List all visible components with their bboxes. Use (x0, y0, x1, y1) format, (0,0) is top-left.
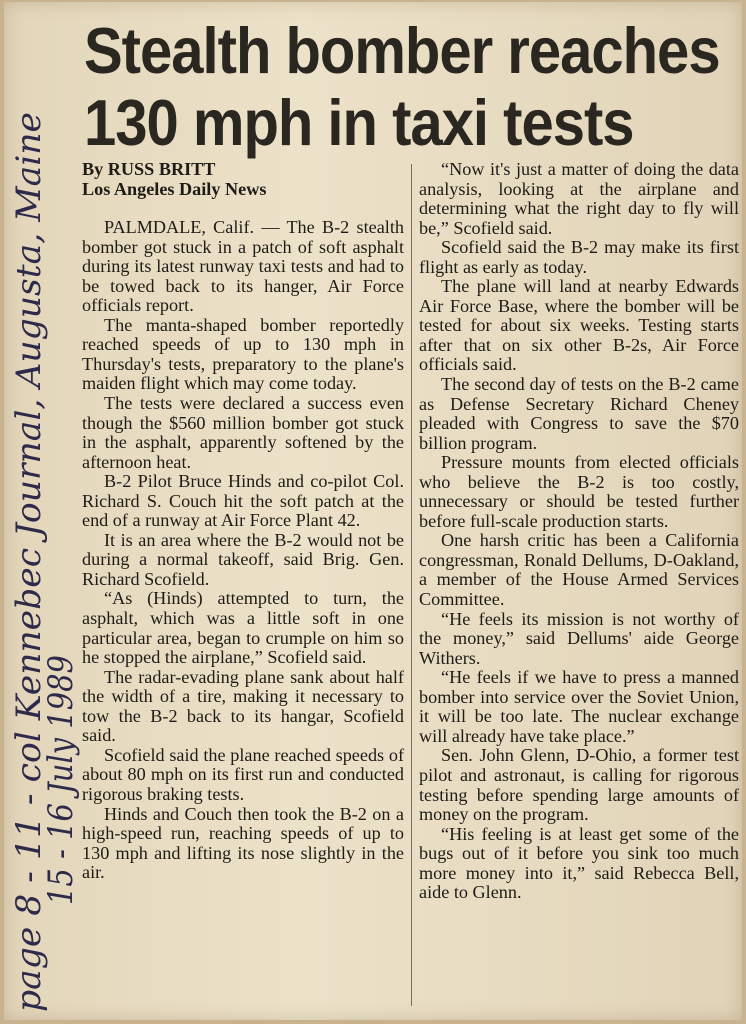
paragraph: “He feels if we have to press a manned bomber into service over the Soviet Union, it will be too late. The nuclear exchange will already have take place.” (419, 667, 739, 746)
paragraph: The tests were declared a success even though the $560 million bomber got stuck in the asphalt, apparently softened by the afternoon heat. (82, 393, 404, 472)
paragraph: “His feeling is at least get some of the bugs out of it before you sink too much more money into it,” said Rebecca Bell, aide to Glenn. (419, 823, 739, 903)
paragraph: It is an area where the B-2 would not be during a normal takeoff, said Brig. Gen. Richard Scofield. (82, 529, 404, 589)
handwritten-date-note: 15 - 16 July 1989 (41, 611, 81, 905)
newspaper-clipping (4, 2, 742, 1020)
paragraph: The radar-evading plane sank about half the width of a tire, making it necessary to tow the B-2 back to its hangar, Scofield said. (82, 666, 404, 746)
paragraph: “He feels its mission is not worthy of the money,” said Dellums' aide George Withers. (419, 608, 739, 668)
byline-source: Los Angeles Daily News (82, 178, 267, 199)
paragraph: Sen. John Glenn, D-Ohio, a former test pilot and astronaut, is calling for rigorous testing before spending large amounts of money on the program. (419, 745, 739, 825)
handwritten-source-note: page 8 - 11 - col Kennebec Journal, Augusta, Maine (9, 126, 49, 1012)
paragraph: One harsh critic has been a California congressman, Ronald Dellums, D-Oakland, a member of the House Armed Services Committee. (419, 530, 739, 610)
paragraph: Hinds and Couch then took the B-2 on a high-speed run, reaching speeds of up to 130 mph and lifting its nose slightly in the air. (82, 803, 404, 883)
paragraph: PALMDALE, Calif. — The B-2 stealth bomber got stuck in a patch of soft asphalt during its latest runway taxi tests and had to be towed back to its hanger, Air Force officials report. (82, 217, 404, 316)
paragraph: Scofield said the B-2 may make its first flight as early as today. (419, 237, 739, 277)
paragraph: The plane will land at nearby Edwards Air Force Base, where the bomber will be tested for about six weeks. Testing starts after that on six other B-2s, Air Force officials said. (419, 276, 739, 375)
article-column-left (82, 160, 404, 883)
column-divider (411, 164, 412, 1006)
paragraph: The second day of tests on the B-2 came as Defense Secretary Richard Cheney pleaded with Congress to save the $70 billion program. (419, 374, 739, 453)
paragraph: The manta-shaped bomber reportedly reached speeds of up to 130 mph in Thursday's tests, preparatory to the plane's maiden flight which may come today. (82, 314, 404, 394)
paragraph: “As (Hinds) attempted to turn, the asphalt, which was a little soft in one particular area, began to crumple on him so he stopped the airplane,” Scofield said. (82, 588, 404, 668)
paragraph: Pressure mounts from elected officials who believe the B-2 is too costly, unnecessary or should be tested further before full-scale production starts. (419, 452, 739, 531)
article-column-right (419, 160, 739, 903)
headline: Stealth bomber reaches 130 mph in taxi tests (84, 14, 720, 160)
paragraph: Scofield said the plane reached speeds of about 80 mph on its first run and conducted rigorous braking tests. (82, 744, 404, 804)
paragraph: B-2 Pilot Bruce Hinds and co-pilot Col. Richard S. Couch hit the soft patch at the end of a runway at Air Force Plant 42. (82, 471, 404, 531)
paragraph: “Now it's just a matter of doing the data analysis, looking at the airplane and determining what the right day to fly will be,” Scofield said. (419, 159, 739, 238)
byline-author: By RUSS BRITT (82, 159, 216, 179)
